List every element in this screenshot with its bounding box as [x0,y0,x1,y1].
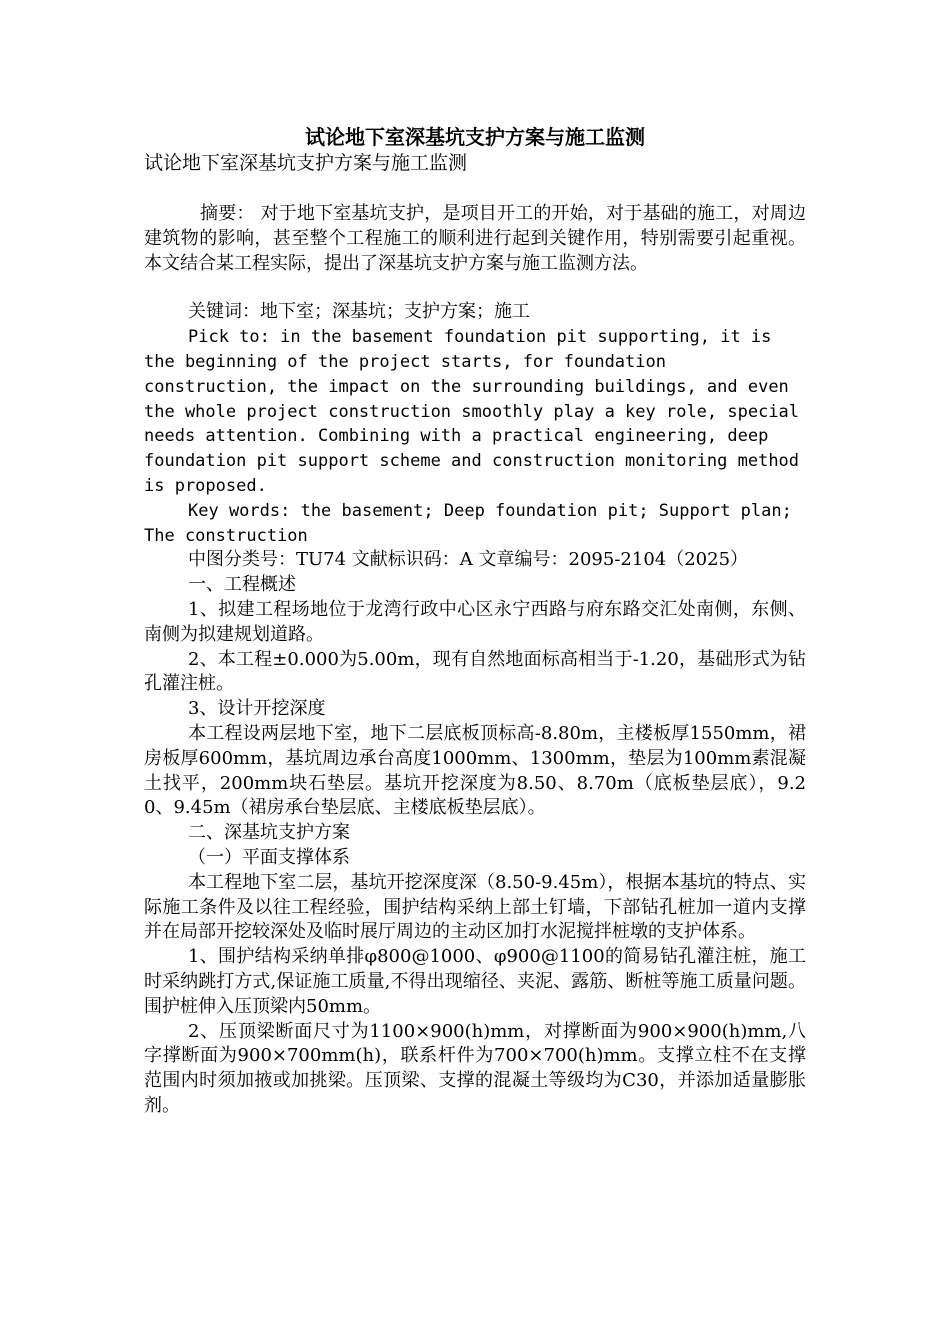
section-heading-support-plan: 二、深基坑支护方案 [188,822,350,844]
body-paragraph: 2、本工程±0.000为5.00m，现有自然地面标高相当于-1.20，基础形式为钻孔灌注桩。 [144,648,806,695]
body-paragraph: 本工程地下室二层，基坑开挖深度深（8.50-9.45m），根据本基坑的特点、实际施工条件及以往工程经验，围护结构采纳上部土钉墙，下部钻孔桩加一道内支撑并在局部开挖较深处及临时展厅周边的主动区加打水泥搅拌桩墩的支护体系。 [144,871,806,943]
body-paragraph: 1、拟建工程场地位于龙湾行政中心区永宁西路与府东路交汇处南侧，东侧、南侧为拟建规划道路。 [144,598,806,645]
abstract-paragraph: 摘要： 对于地下室基坑支护，是项目开工的开始，对于基础的施工，对周边建筑物的影响，甚至整个工程施工的顺利进行起到关键作用，特别需要引起重视。本文结合某工程实际，提出了深基坑支护方案与施工监测方法。 [144,203,806,274]
body-paragraph: 2、压顶梁断面尺寸为1100×900(h)mm，对撑断面为900×900(h)mm,八字撑断面为900×700mm(h)，联系杆件为700×700(h)mm。支撑立柱不在支撑范围内时须加掖或加挑梁。压顶梁、支撑的混凝土等级均为C30，并添加适量膨胀剂。 [144,1020,806,1116]
subheading-excavation-depth: 3、设计开挖深度 [188,698,326,720]
subheading-plane-support: （一）平面支撑体系 [188,846,350,868]
keywords-english-line: Key words: the basement; Deep foundation pit; Support plan; The construction [144,500,792,546]
classification-line: 中图分类号：TU74 文献标识码：A 文章编号：2095-2104（2025） [188,549,749,571]
section-heading-overview: 一、工程概述 [188,574,296,596]
keywords-line: 关键词：地下室；深基坑；支护方案；施工 [188,301,530,323]
body-paragraph: 本工程设两层地下室，地下二层底板顶标高-8.80m，主楼板厚1550mm，裙房板厚600mm，基坑周边承台高度1000mm、1300mm，垫层为100mm素混凝土找平，200mm块石垫层。基坑开挖深度为8.50、8.70m（底板垫层底），9.20、9.45m（裙房承台垫层底、主楼底板垫层底）。 [144,722,806,819]
abstract-english-paragraph: Pick to: in the basement foundation pit supporting, it is the beginning of the project starts, for foundation construction, the impact on the surrounding buildings, and even the whole project construction smoothly play a key role, special needs attention. Combining with a practical engineering, deep foundation pit support scheme and construction monitoring method is proposed. [144,327,800,496]
document-page [144,124,806,1119]
document-title: 试论地下室深基坑支护方案与施工监测 [305,125,645,149]
body-paragraph: 1、围护结构采纳单排φ800@1000、φ900@1100的简易钻孔灌注桩，施工时采纳跳打方式,保证施工质量,不得出现缩径、夹泥、露筋、断桩等施工质量问题。围护桩伸入压顶梁内50mm。 [144,946,806,1017]
document-subtitle: 试论地下室深基坑支护方案与施工监测 [144,152,468,174]
